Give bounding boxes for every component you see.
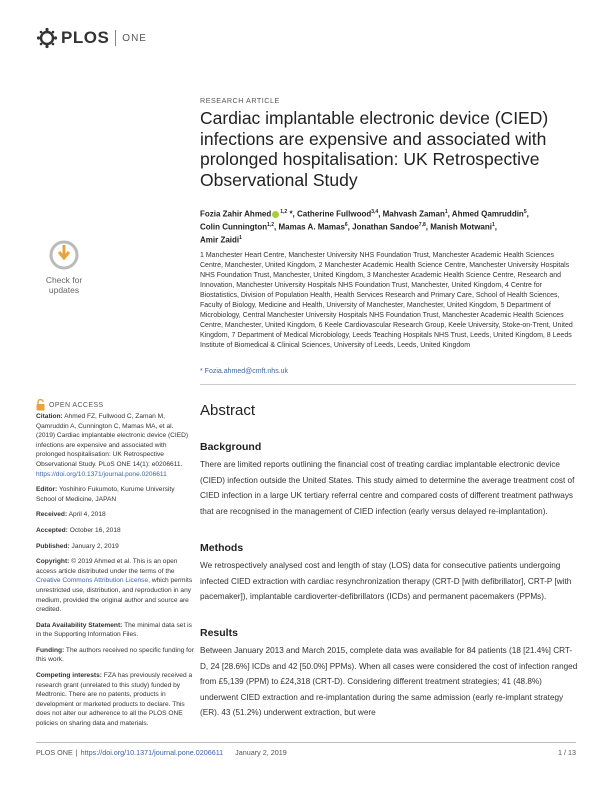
author-affil: 1 (239, 234, 242, 241)
funding-block (36, 646, 194, 665)
funding-label: Funding: (36, 646, 65, 654)
data-availability-label: Data Availability Statement: (36, 621, 123, 629)
open-access-label: OPEN ACCESS (49, 401, 104, 409)
article-title: Cardiac implantable electronic device (CIED) infections are expensive and associated with prolonged hospitalisation: UK Retrospective Observational Study (200, 108, 549, 190)
received-label: Received: (36, 511, 68, 519)
author-affil: 5 (523, 209, 527, 215)
author-affil: 1,2 (267, 221, 275, 228)
author-name[interactable]: Colin Cunnington (200, 222, 268, 232)
editor-text: Yoshihiro Fukumoto, Kurume University School of Medicine, JAPAN (36, 486, 175, 503)
author-affil: 1 (491, 221, 495, 228)
editor-block (36, 485, 194, 504)
license-link[interactable]: Creative Commons Attribution License, (36, 577, 150, 585)
corresponding-email-link[interactable]: * Fozia.ahmed@cmft.nhs.uk (200, 368, 289, 375)
footer-journal: PLOS ONE (36, 748, 73, 757)
methods-heading: Methods (200, 542, 244, 554)
accepted-label: Accepted: (36, 526, 68, 534)
check-updates-label: Check for updates (45, 275, 83, 295)
editor-label: Editor: (36, 486, 58, 494)
citation-text: Ahmed FZ, Fullwood C, Zaman M, Qamruddin A, Cunnington C, Mamas MA, et al. (2019) Cardiac implantable electronic device (CIED) infections are expensive and associated with prolonged hospitalisation: UK Retrospective Observational Study. PLoS ONE 14(1): e0206611. (36, 413, 189, 468)
copyright-block (36, 557, 194, 615)
author-sep: , (494, 222, 497, 232)
footer-doi-link[interactable]: https://doi.org/10.1371/journal.pone.0206611 (80, 748, 224, 757)
published-block (36, 542, 194, 552)
author-name[interactable]: Amir Zaidi (200, 235, 240, 245)
methods-text: We retrospectively analysed cost and length of stay (LOS) data for consecutive patients undergoing infected CIED extraction with cardiac resynchronization therapy (CRT-D [with defibrillator], CRT-P [with pacemaker]), implantable cardioverter-defibrillators (ICDs) and permanent pacemakers (PPMs). (200, 561, 572, 601)
author-list (200, 207, 578, 246)
page-footer (36, 748, 576, 757)
page-number: 1 / 13 (558, 748, 576, 757)
check-for-updates-badge[interactable] (38, 240, 90, 295)
author-sep: , (526, 209, 529, 219)
plos-logo-mark-icon (36, 27, 58, 49)
citation-block (36, 412, 194, 479)
citation-doi-link[interactable]: https://doi.org/10.1371/journal.pone.0206611 (36, 470, 167, 478)
background-text: There are limited reports outlining the financial cost of treating cardiac implantable electronic device (CIED) infection outside the United States. This study aimed to determine the average treatment cost of CIED infection in a large UK tertiary referral centre and compared costs of different treatment pathways that are recognised in the management of CIED infection (early versus delayed re-implantation). (200, 460, 575, 516)
accepted-block (36, 526, 194, 536)
data-availability-block (36, 621, 194, 640)
plos-logo[interactable] (36, 26, 147, 50)
author-affil: 3,4 (371, 209, 379, 215)
author-name[interactable]: , Ahmed Qamruddin (447, 209, 524, 219)
author-affil: 1,2 (280, 209, 288, 215)
received-block (36, 510, 194, 520)
competing-interests-block (36, 671, 194, 729)
abstract-heading: Abstract (200, 402, 256, 419)
results-heading: Results (200, 627, 238, 639)
logo-divider (115, 30, 116, 46)
copyright-text-2: which permits unrestricted use, distribution, and reproduction in any medium, provided the original author and source are credited. (36, 577, 193, 614)
results-text: Between January 2013 and March 2015, complete data was available for 84 patients (18 [21.4%] CRT-D, 24 [28.6%] ICDs and 42 [50.0%] PPMs). When all cases were considered the cost of infection ranged from £5,139 (PPM) to £24,318 (CRT-D). Considering different treatment strategies; 41 (48.8%) underwent CIED extraction and re-implantation during the same admission (early re-implant strategy (ER). 43 (51.2%) underwent extraction, but were (200, 646, 578, 717)
copyright-text: © 2019 Ahmed et al. This is an open access article distributed under the terms of the (36, 558, 178, 575)
orcid-icon[interactable] (272, 211, 279, 218)
funding-text: The authors received no specific funding for this work. (36, 646, 194, 664)
data-availability-text: The minimal data set is in the Supporting Information Files. (36, 621, 192, 639)
affiliations: 1 Manchester Heart Centre, Manchester University NHS Foundation Trust, Manchester Academic Health Sciences Centre, Manchester, United Kingdom, 2 Manchester Academic Health Science Centre, Manchester University Hospitals NHS Foundation Trust, Manchester, United Kingdom, 3 Manchester Academic Health Science Centre, Research and Innovation, Manchester University Hospitals NHS Foundation Trust, Manchester, United Kingdom, 4 Centre for Biostatistics, Division of Population Health, Health Services Research and Primary Care, School of Health Sciences, Faculty of Biology, Medicine and Health, University of Manchester, Manchester, United Kingdom, 5 Department of Microbiology, Central Manchester University Hospitals NHS Foundation Trust, Manchester Academic Health Sciences Centre, Manchester, United Kingdom, 6 Keele Cardiovascular Research Group, Keele University, Stoke-on-Trent, United Kingdom, 7 Department of Medical Microbiology, Leeds Teaching Hospitals NHS Trust, Leeds, United Kingdom, 8 Leeds Institute of Biomedical & Clinical Sciences, University of Leeds, Leeds, United Kingdom (200, 252, 573, 349)
author-affil: 7,8 (418, 221, 426, 228)
article-type: RESEARCH ARTICLE (200, 96, 280, 105)
author-name[interactable]: , Jonathan Sandoe (347, 222, 419, 232)
background-heading: Background (200, 441, 262, 453)
open-access-badge (36, 399, 104, 411)
divider (200, 384, 576, 385)
open-lock-icon (36, 399, 45, 411)
citation-label: Citation: (36, 413, 63, 420)
competing-interests-text: FZA has previously received a research grant (unrelated to this study) funded by Medtronic. There are no patents, products in development or marketed products to declare. This does not alter our adherence to all the PLOS ONE policies on sharing data and materials. (36, 672, 193, 728)
competing-interests-label: Competing interests: (36, 672, 102, 680)
author-name[interactable]: , Mahvash Zaman (378, 209, 445, 219)
footer-date: January 2, 2019 (235, 748, 287, 757)
sidebar-metadata (36, 412, 194, 729)
published-date: January 2, 2019 (71, 542, 119, 550)
author-name[interactable]: *, Catherine Fullwood (287, 209, 372, 219)
footer-divider (36, 742, 576, 743)
author-name[interactable]: , Mamas A. Mamas (274, 222, 345, 232)
accepted-date: October 16, 2018 (69, 526, 121, 534)
author-name[interactable]: , Manish Motwani (425, 222, 492, 232)
check-updates-icon (38, 240, 90, 270)
logo-text: PLOS (61, 28, 110, 47)
footer-separator: | (75, 748, 78, 757)
author-name[interactable]: Fozia Zahir Ahmed (200, 209, 272, 219)
logo-journal: ONE (122, 32, 147, 44)
copyright-label: Copyright: (36, 558, 70, 566)
published-label: Published: (36, 542, 70, 550)
received-date: April 4, 2018 (68, 511, 106, 519)
author-affil: 6 (344, 221, 348, 228)
author-affil: 1 (444, 209, 448, 215)
